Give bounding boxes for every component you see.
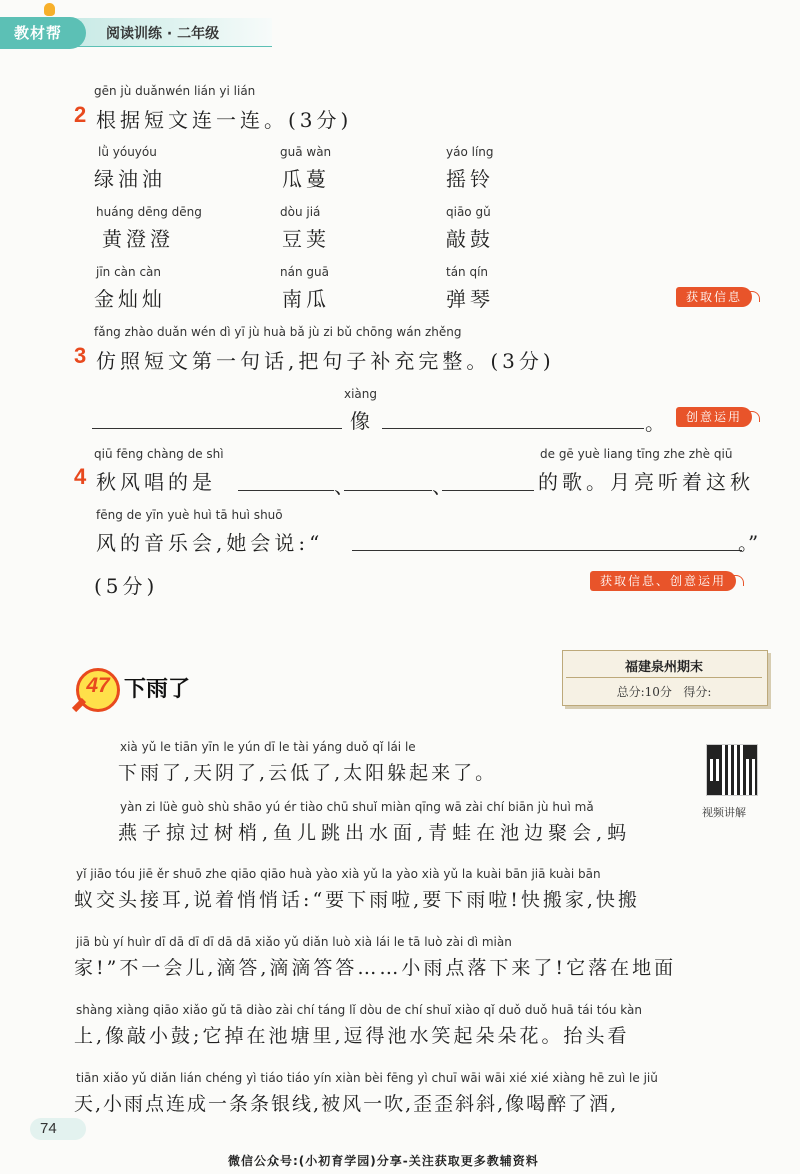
q2-grid-pinyin: huáng dēng dēng [96, 205, 202, 219]
q4-blank-3[interactable] [442, 490, 534, 491]
q2-grid-word: 敲鼓 [446, 227, 494, 251]
q4-pinyin-2: de gē yuè liang tīng zhe zhè qiū [540, 447, 733, 461]
page-number-tab [30, 1118, 86, 1140]
lesson-line-pinyin: xià yǔ le tiān yīn le yún dī le tài yáng duǒ qǐ lái le [120, 740, 416, 754]
lightbulb-icon [44, 3, 55, 16]
q3-number: 3 [74, 343, 87, 368]
lesson-number: 47 [86, 674, 110, 697]
q2-grid-word: 南瓜 [282, 287, 330, 311]
header-subtitle: 阅读训练 · 二年级 [106, 26, 220, 42]
q2-grid-word: 金灿灿 [94, 287, 166, 311]
q4-sep: 、 [334, 474, 358, 498]
q4-number: 4 [74, 464, 87, 489]
q2-grid-word: 弹琴 [446, 287, 494, 311]
lesson-line-pinyin: tiān xiǎo yǔ diǎn lián chéng yì tiáo tiáo yín xiàn bèi fēng yì chuī wāi wāi xié xié xiàng hē zuì le jiǔ [76, 1071, 658, 1085]
q4-sep: 、 [432, 474, 456, 498]
q4-text-1: 秋风唱的是 [96, 470, 216, 494]
q2-grid-pinyin: guā wàn [280, 145, 332, 159]
q2-grid-word: 摇铃 [446, 167, 494, 191]
q2-grid-pinyin: lǜ yóuyóu [98, 145, 157, 159]
q4-score: (5分) [94, 574, 159, 598]
q2-grid-word: 黄澄澄 [102, 227, 174, 251]
lesson-line-text: 下雨了,天阴了,云低了,太阳躲起来了。 [118, 762, 498, 784]
q2-grid-word: 豆荚 [282, 227, 330, 251]
lesson-title: 下雨了 [124, 677, 191, 702]
lesson-line-text: 上,像敲小鼓;它掉在池塘里,逗得池水笑起朵朵花。抬头看 [74, 1025, 630, 1047]
q2-pinyin: gēn jù duǎnwén lián yi lián [94, 84, 256, 98]
q2-grid-pinyin: jīn càn càn [96, 265, 162, 279]
brand-name: 教材帮 [14, 24, 63, 42]
q2-grid-pinyin: tán qín [446, 265, 489, 279]
q3-blank-left[interactable] [92, 428, 342, 429]
q2-number: 2 [74, 102, 87, 127]
skill-tag-creative: 创意运用 [676, 407, 752, 427]
q4-text-2: 的歌。月亮听着这秋 [538, 470, 754, 494]
lesson-line-pinyin: yǐ jiāo tóu jiē ěr shuō zhe qiāo qiāo huà yào xià yǔ la yào xià yǔ la kuài bān jiā kuài bān [76, 867, 601, 881]
q3-pinyin: fǎng zhào duǎn wén dì yī jù huà bǎ jù zi bǔ chōng wán zhěng [94, 325, 462, 339]
q3-xiang-pinyin: xiàng [344, 387, 378, 401]
q4-text-3: 风的音乐会,她会说:“ [96, 531, 324, 555]
skill-tag-combined: 获取信息、创意运用 [590, 571, 736, 591]
page-number: 74 [40, 1120, 57, 1137]
score-box-divider [566, 677, 762, 678]
q2-grid-pinyin: nán guā [280, 265, 329, 279]
lesson-line-text: 天,小雨点连成一条条银线,被风一吹,歪歪斜斜,像喝醉了酒, [74, 1093, 619, 1115]
video-label[interactable]: 视频讲解 [702, 806, 746, 819]
q4-blank-2[interactable] [344, 490, 432, 491]
score-box-score: 总分:10分 得分: [616, 685, 712, 699]
qr-code-icon[interactable] [706, 744, 758, 796]
q2-grid-word: 瓜蔓 [282, 167, 330, 191]
q4-close: 。” [738, 531, 759, 555]
q3-blank-right[interactable] [382, 428, 644, 429]
score-box-source: 福建泉州期末 [624, 660, 703, 675]
q4-pinyin-3: fēng de yīn yuè huì tā huì shuō [96, 508, 283, 522]
q4-blank-1[interactable] [238, 490, 334, 491]
lesson-line-pinyin: jiā bù yí huìr dī dā dī dī dā dā xiǎo yǔ diǎn luò xià lái le tā luò zài dì miàn [76, 935, 512, 949]
q2-grid-pinyin: dòu jiá [280, 205, 321, 219]
lesson-line-text: 蚁交头接耳,说着悄悄话:“要下雨啦,要下雨啦!快搬家,快搬 [74, 889, 640, 911]
q3-xiang: 像 [350, 409, 374, 433]
lesson-line-text: 燕子掠过树梢,鱼儿跳出水面,青蛙在池边聚会,蚂 [118, 822, 632, 844]
q2-text: 根据短文连一连。(3分) [96, 108, 353, 132]
q2-grid-word: 绿油油 [94, 167, 166, 191]
q4-pinyin-1: qiū fēng chàng de shì [94, 447, 224, 461]
lesson-line-text: 家!”不一会儿,滴答,滴滴答答……小雨点落下来了!它落在地面 [74, 957, 677, 979]
q4-blank-4[interactable] [352, 550, 742, 551]
q3-period: 。 [645, 411, 669, 435]
q2-grid-pinyin: qiāo gǔ [446, 205, 491, 219]
footer-note: 微信公众号:(小初育学园)分享-关注获取更多教辅资料 [228, 1154, 539, 1168]
lesson-line-pinyin: shàng xiàng qiāo xiǎo gǔ tā diào zài chí táng lǐ dòu de chí shuǐ xiào qǐ duǒ duǒ huā tái tóu kàn [76, 1003, 642, 1017]
lesson-line-pinyin: yàn zi lüè guò shù shāo yú ér tiào chū shuǐ miàn qīng wā zài chí biān jù huì mǎ [120, 800, 594, 814]
q2-grid-pinyin: yáo líng [446, 145, 494, 159]
skill-tag-info: 获取信息 [676, 287, 752, 307]
q3-text: 仿照短文第一句话,把句子补充完整。(3分) [96, 349, 555, 373]
